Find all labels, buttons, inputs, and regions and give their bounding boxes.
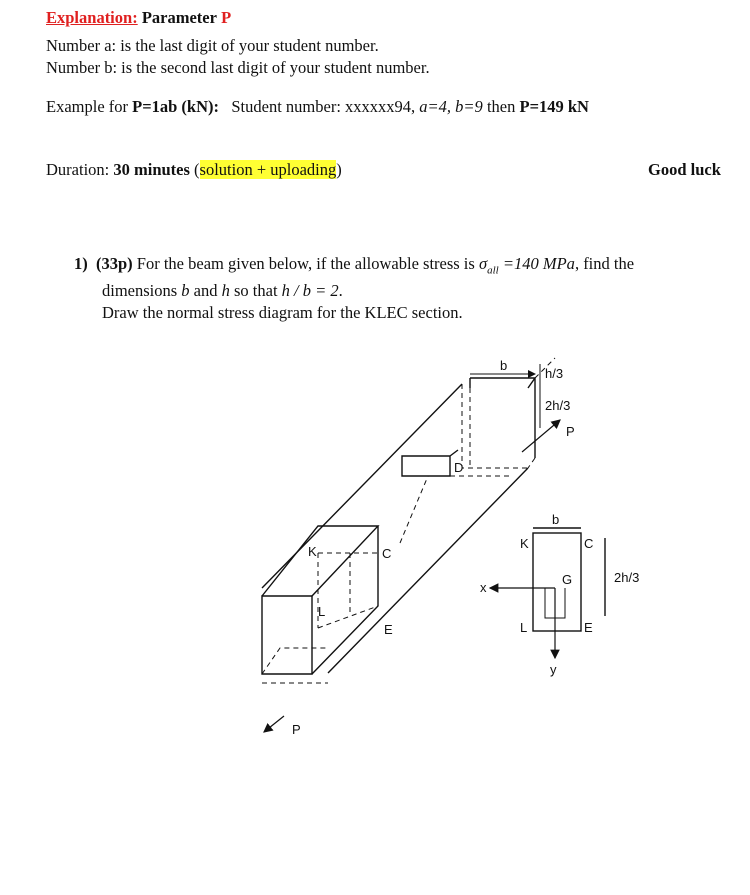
number-b-line: Number b: is the second last digit of your student number. (46, 58, 430, 77)
sigma-value: =140 MPa (502, 254, 575, 273)
section-rect (533, 533, 581, 631)
question-points: (33p) (96, 254, 133, 273)
beam-figure (200, 348, 680, 748)
label-d: D (454, 460, 464, 475)
ratio: h / b = 2 (281, 281, 339, 300)
example-line (46, 97, 589, 117)
question-line-1 (74, 254, 634, 280)
front-block-side (312, 526, 378, 674)
example-formula: P=1ab (kN): (132, 97, 219, 116)
example-prefix: Example for (46, 97, 129, 116)
end-box-top (470, 378, 535, 458)
label-two-h-third-top: 2h/3 (545, 398, 571, 413)
klec-section-lines (318, 553, 378, 628)
label-l-beam: L (318, 604, 326, 619)
beam-edge-bottom (328, 468, 528, 673)
duration-label: Duration: (46, 160, 110, 179)
question-text-part2: , find the (574, 254, 635, 273)
parameter-text: Parameter (141, 8, 217, 27)
label-k-beam: K (308, 544, 317, 559)
label-c-section: C (584, 536, 594, 551)
example-result: P=149 kN (519, 97, 589, 116)
label-b-top: b (500, 358, 508, 373)
var-h: h (221, 281, 230, 300)
period: . (338, 281, 343, 300)
duration-paren-close: ) (336, 160, 342, 179)
front-block-top (262, 526, 378, 596)
label-e-beam: E (384, 622, 393, 637)
label-p-top: P (566, 424, 575, 439)
var-b: b (181, 281, 190, 300)
sigma-subscript: all (487, 264, 499, 277)
question-text-part1: For the beam given below, if the allowable stress is (136, 254, 475, 273)
parameter-symbol: P (221, 8, 232, 27)
example-student-number: Student number: xxxxxx94, (231, 97, 416, 116)
sigma-symbol: σ (478, 254, 488, 273)
label-x-axis: x (480, 580, 487, 595)
label-k-section: K (520, 536, 529, 551)
question-number: 1) (74, 254, 88, 273)
p-arrow-top (522, 420, 560, 452)
duration-paren-open: ( (194, 160, 200, 179)
label-l-section: L (520, 620, 528, 635)
and-text: and (193, 281, 218, 300)
label-two-h-third-side: 2h/3 (614, 570, 640, 585)
label-b-section: b (552, 512, 560, 527)
number-a-line: Number a: is the last digit of your student number. (46, 36, 379, 55)
question-line-3: Draw the normal stress diagram for the KLEC section. (102, 303, 463, 322)
label-p-bottom: P (292, 722, 301, 737)
example-then: then (486, 97, 516, 116)
so-that: so that (234, 281, 278, 300)
label-y-axis: y (550, 662, 557, 677)
p-arrow-bottom (264, 716, 284, 732)
duration-highlight: solution + uploading (199, 160, 337, 179)
label-g-section: G (562, 572, 573, 587)
label-c-beam: C (382, 546, 392, 561)
title-line (46, 8, 231, 28)
example-b-value: b=9 (455, 97, 483, 116)
duration-value: 30 minutes (113, 160, 190, 179)
example-a-value: a=4, (419, 97, 452, 116)
duration-line (46, 160, 342, 180)
label-e-section: E (584, 620, 593, 635)
label-h-third: h/3 (545, 366, 564, 381)
mid-block (402, 450, 458, 476)
hidden-edges-mid (400, 476, 510, 543)
good-luck: Good luck (648, 160, 721, 179)
hidden-edge-bottom (262, 648, 328, 683)
question-line-2 (102, 281, 343, 301)
explanation-label: Explanation: (46, 8, 138, 27)
line2-prefix: dimensions (102, 281, 178, 300)
